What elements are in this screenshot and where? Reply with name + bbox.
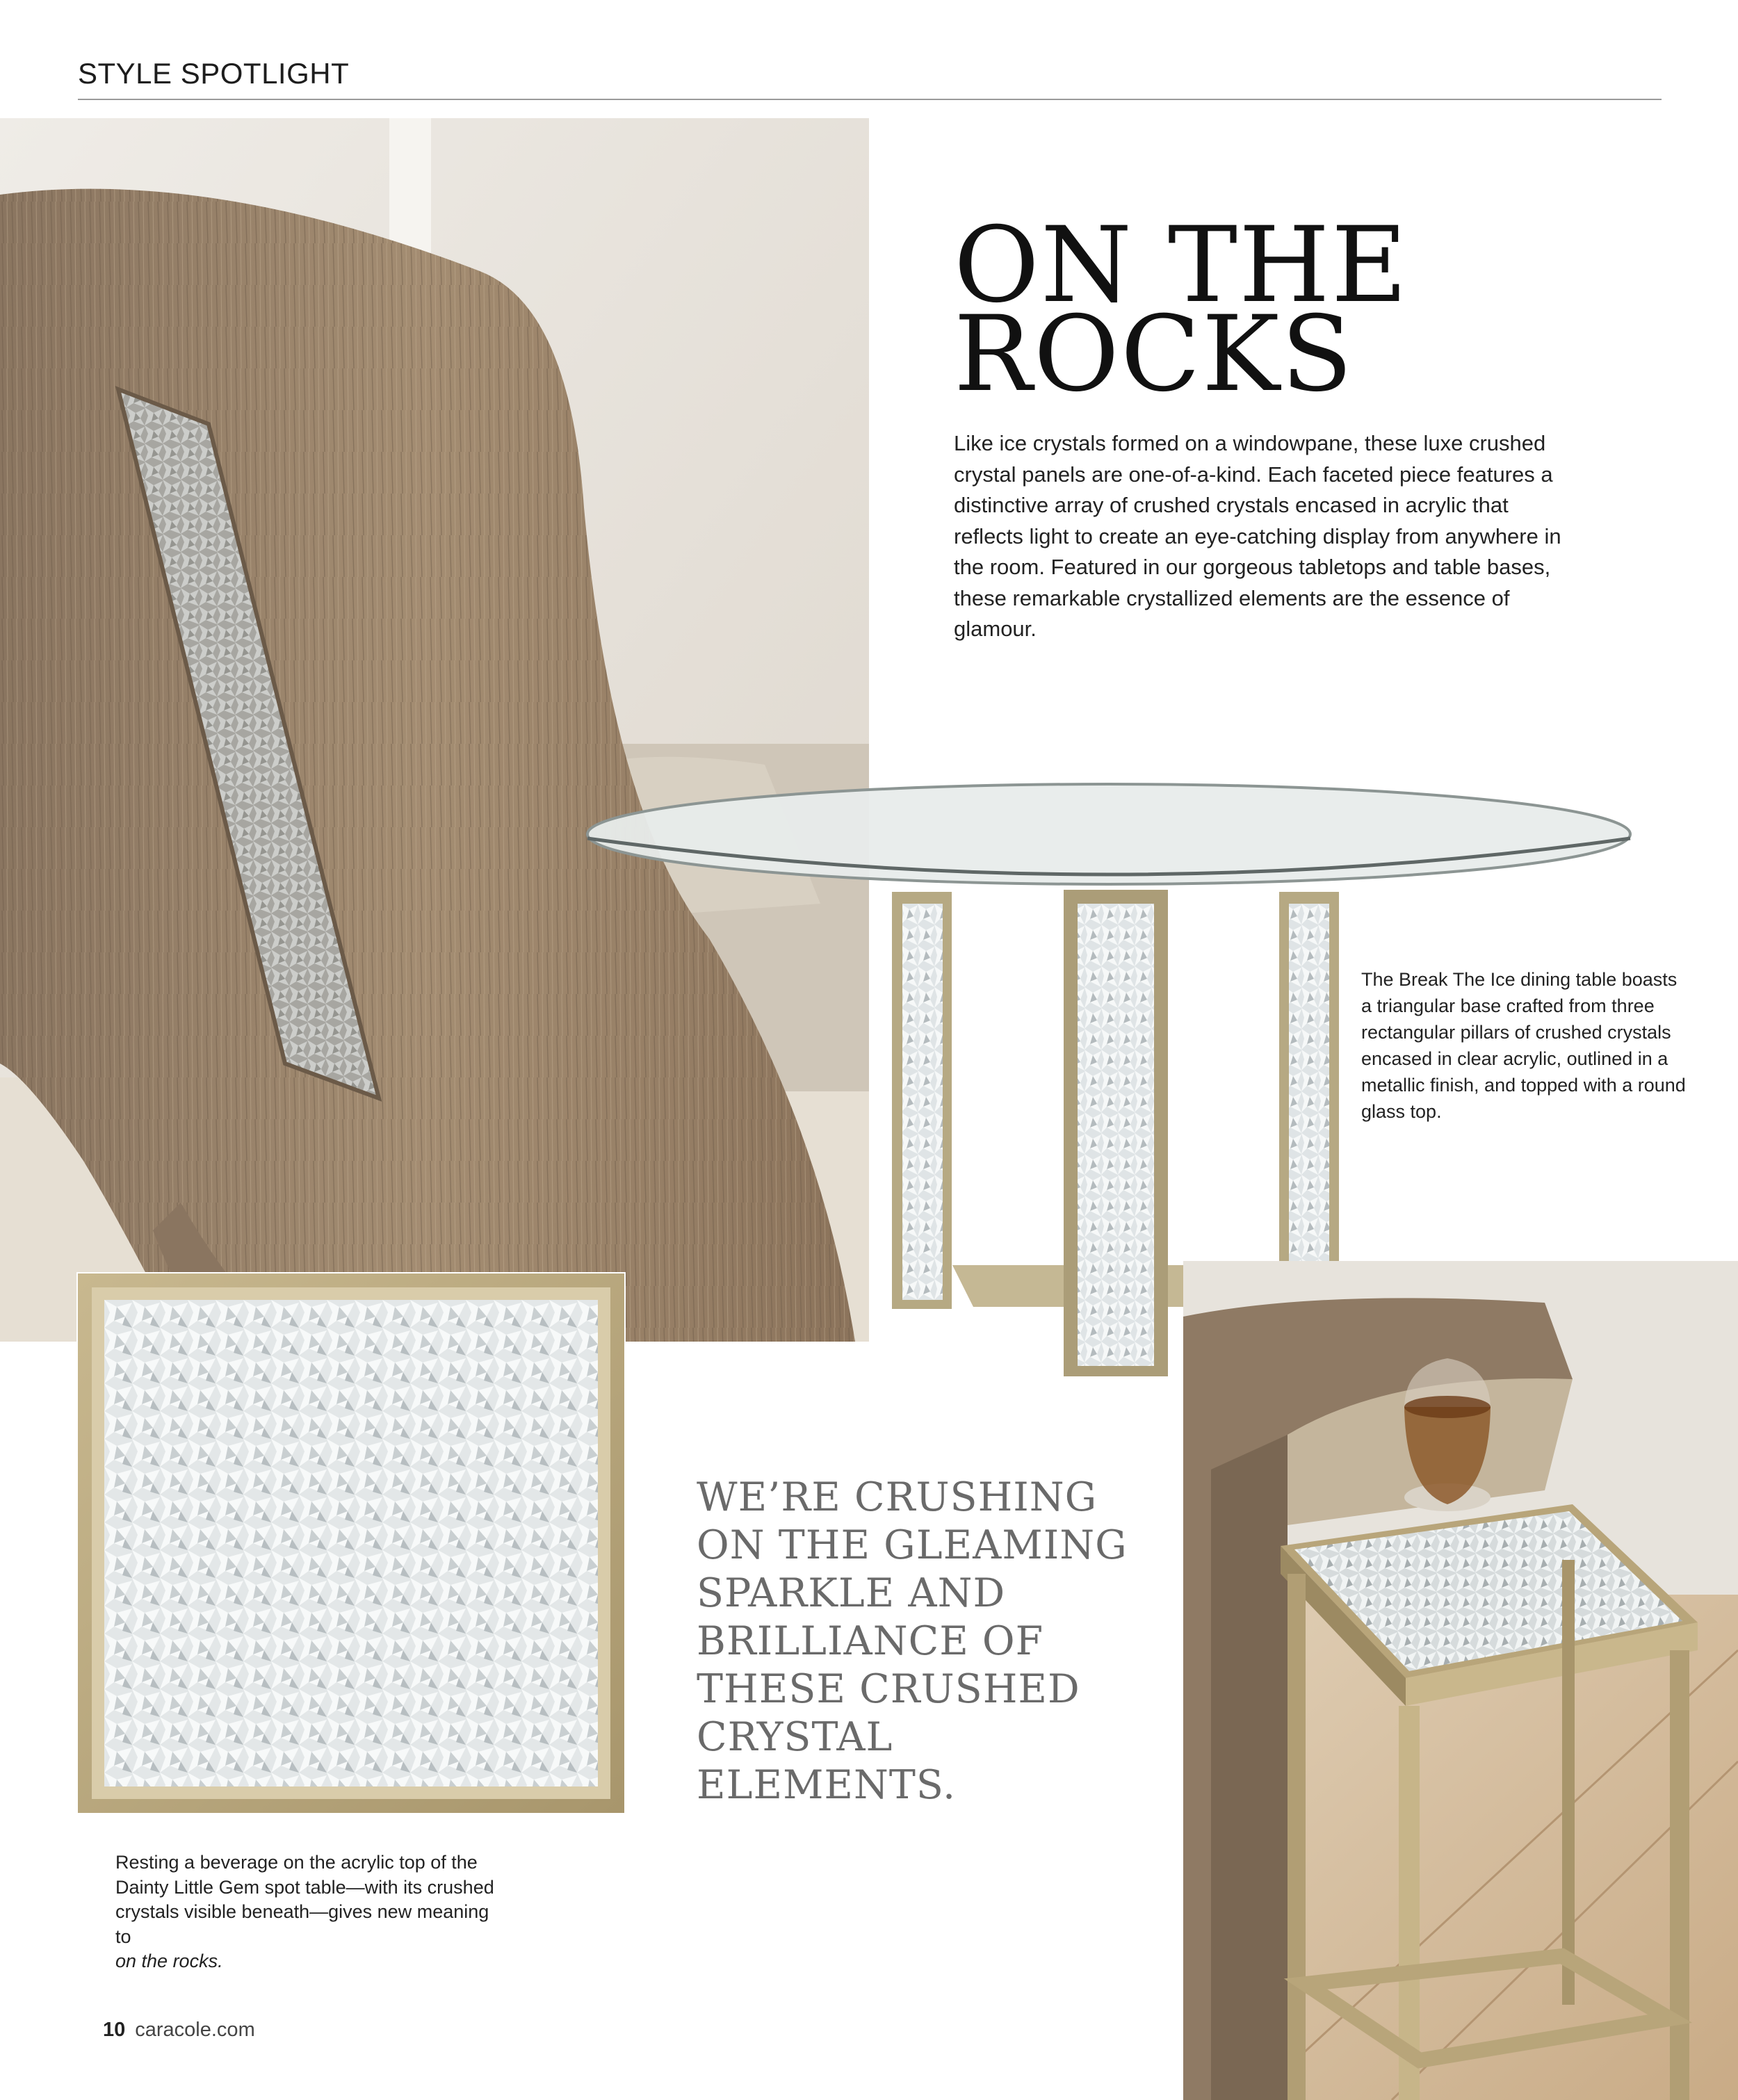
headline-line-2: ROCKS	[954, 294, 1354, 415]
page-number: 10	[103, 2019, 126, 2041]
page-footer	[103, 2019, 255, 2042]
section-label: STYLE SPOTLIGHT	[78, 57, 350, 90]
footer-site-link[interactable]: caracole.com	[135, 2019, 255, 2041]
pull-quote: WE’RE CRUSHING ON THE GLEAMING SPARKLE AND BRILLIANCE OF THESE CRUSHED CRYSTAL ELEMENTS.	[697, 1474, 1128, 1808]
spot-table-caption	[115, 1850, 505, 1974]
headline-line-1: ON THE	[954, 205, 1409, 326]
spot-caption-text: Resting a beverage on the acrylic top of the Dainty Little Gem spot table—with its crushed crystals visible beneath—gives new meaning to	[115, 1852, 494, 1947]
dining-table-caption: The Break The Ice dining table boasts a triangular base crafted from three rectangular pillars of crushed crystals encased in clear acrylic, outlined in a metallic finish, and topped with a round glass top.	[1361, 969, 1686, 1122]
intro-paragraph: Like ice crystals formed on a windowpane, these luxe crushed crystal panels are one-of-a-kind. Each faceted piece features a distinctive array of crushed crystals encased in acrylic that reflects light to create an eye-catching display from anywhere in the room. Featured in our gorgeous tabletops and table bases, these remarkable crystallized elements are the essence of glamour.	[954, 431, 1561, 641]
spot-table-photo	[1183, 1261, 1738, 2100]
header-divider	[78, 99, 1662, 100]
article-headline	[954, 205, 1579, 415]
spot-caption-italic: on the rocks.	[115, 1951, 223, 1971]
crystal-tile-photo	[76, 1272, 626, 1814]
